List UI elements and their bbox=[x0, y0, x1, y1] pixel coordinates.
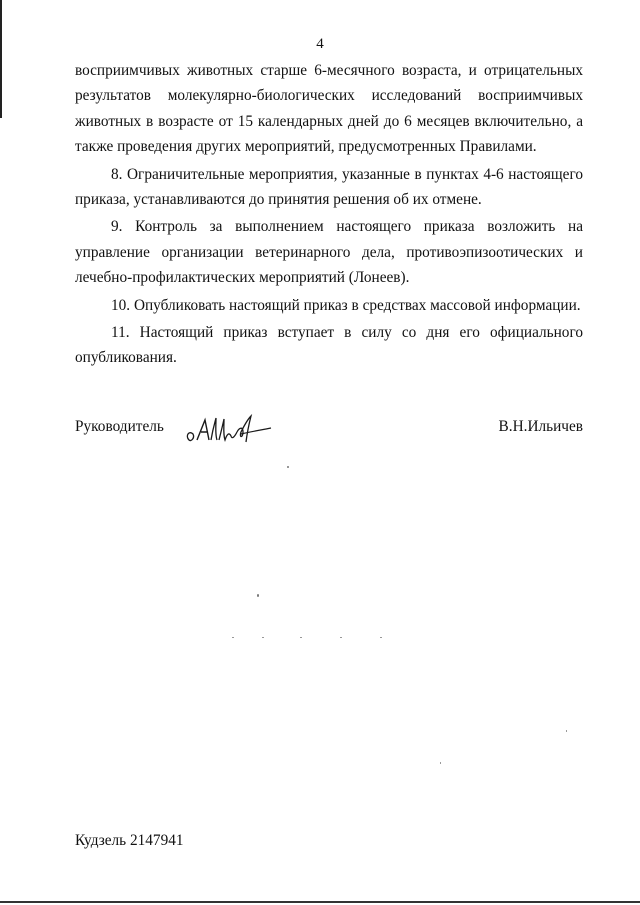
scan-speck bbox=[257, 594, 259, 597]
scan-speck bbox=[340, 637, 342, 638]
paragraph-item-9: 9. Контроль за выполнением настоящего приказа возложить на управление организации ветеринарного дела, противоэпизоотических и лечебно-профилактических мероприятий (Лонеев). bbox=[75, 218, 583, 287]
signatory-title: Руководитель bbox=[75, 418, 164, 435]
signature-block bbox=[75, 410, 583, 450]
executor-info: Кудзель 2147941 bbox=[75, 832, 184, 849]
scan-bottom-edge bbox=[0, 901, 640, 903]
document-body bbox=[75, 58, 583, 371]
scan-speck bbox=[287, 466, 289, 468]
paragraph-continuation: восприимчивых животных старше 6-месячного возраста, и отрицательных результатов молекулярно-биологических исследований восприимчивых животных в возрасте от 15 календарных дней до 6 месяцев включительно, а также проведения других мероприятий, предусмотренных Правилами. bbox=[75, 62, 583, 156]
scan-speck bbox=[380, 637, 382, 638]
scan-margin-line bbox=[0, 0, 2, 118]
paragraph-item-11: 11. Настоящий приказ вступает в силу со дня его официального опубликования. bbox=[75, 324, 583, 367]
page-number: 4 bbox=[316, 36, 324, 52]
scan-speck bbox=[566, 730, 567, 732]
signatory-name: В.Н.Ильичев bbox=[498, 418, 583, 435]
paragraph-item-10: 10. Опубликовать настоящий приказ в средствах массовой информации. bbox=[111, 296, 581, 314]
scan-speck bbox=[440, 762, 441, 764]
scan-speck bbox=[262, 637, 264, 638]
scan-speck bbox=[300, 637, 302, 638]
handwritten-signature bbox=[183, 410, 273, 446]
scan-speck bbox=[232, 637, 234, 638]
paragraph-item-8: 8. Ограничительные мероприятия, указанные в пунктах 4-6 настоящего приказа, устанавливаются до принятия решения об их отмене. bbox=[75, 165, 583, 209]
